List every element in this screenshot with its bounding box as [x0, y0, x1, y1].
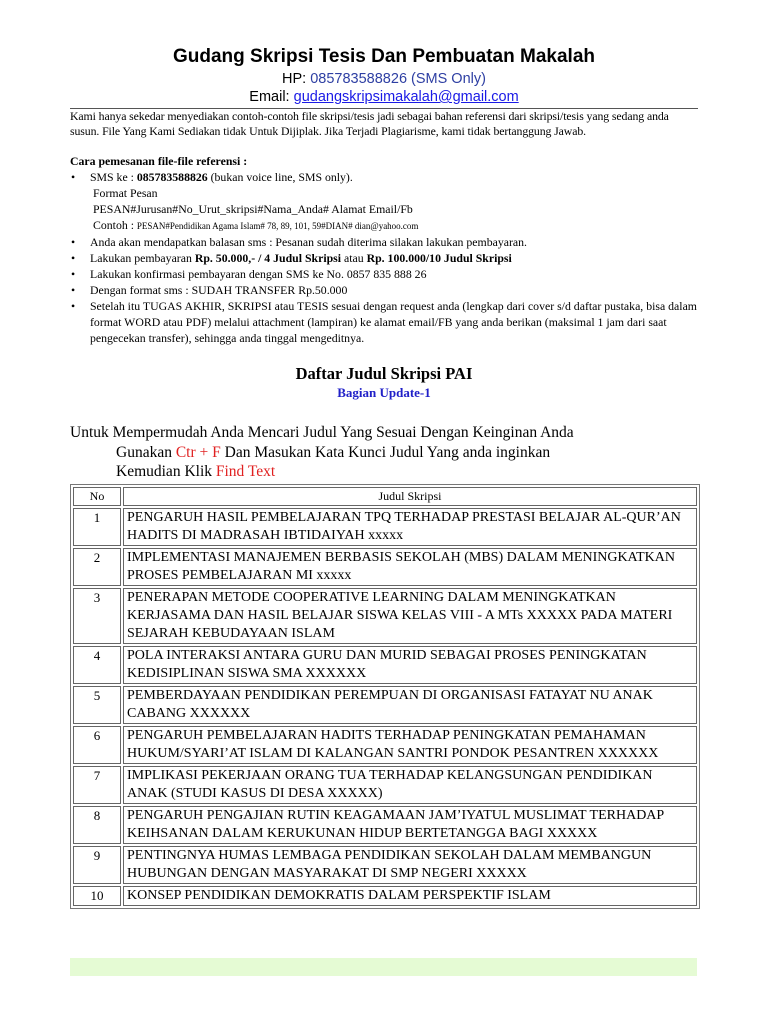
row-title: POLA INTERAKSI ANTARA GURU DAN MURID SEBAGAI PROSES PENINGKATAN KEDISIPLINAN SISWA SMA XXXXXX	[123, 646, 697, 684]
list-title: Daftar Judul Skripsi PAI	[295, 364, 473, 383]
thesis-table	[70, 484, 700, 909]
format-label: Format Pesan	[93, 186, 158, 200]
step-format: Dengan format sms : SUDAH TRANSFER Rp.50.000	[90, 283, 348, 297]
bullet-icon: •	[71, 299, 76, 313]
table-row	[73, 646, 697, 684]
search-text: Gunakan	[116, 443, 176, 461]
row-title: IMPLIKASI PEKERJAAN ORANG TUA TERHADAP KELANGSUNGAN PENDIDIKAN ANAK (STUDI KASUS DI DESA XXXXX)	[123, 766, 697, 804]
footer-bar	[70, 958, 697, 976]
table-row	[73, 548, 697, 586]
pay-or: atau	[341, 251, 367, 265]
bullet-icon: •	[71, 170, 76, 184]
table-row	[73, 806, 697, 844]
sms-suffix: (bukan voice line, SMS only).	[207, 170, 353, 184]
row-title: PENGARUH PENGAJIAN RUTIN KEAGAMAAN JAM’IYATUL MUSLIMAT TERHADAP KEIHSANAN DALAM KERUKUNAN HIDUP BERTETANGGA BAGI XXXXX	[123, 806, 697, 844]
list-item	[70, 234, 702, 250]
row-number: 4	[73, 646, 121, 684]
table-row	[73, 508, 697, 546]
bullet-icon: •	[71, 235, 76, 249]
row-number: 6	[73, 726, 121, 764]
col-no-header: No	[73, 487, 121, 506]
find-text-highlight: Find Text	[215, 463, 276, 480]
search-text: Kemudian Klik	[116, 463, 216, 480]
search-text: Dan Masukan Kata Kunci Judul Yang anda inginkan	[220, 443, 551, 461]
list-item	[70, 298, 702, 346]
row-number: 10	[73, 886, 121, 906]
phone-label: HP:	[282, 71, 311, 87]
bullet-icon: •	[71, 267, 76, 281]
bullet-icon: •	[71, 283, 76, 297]
step-confirm: Lakukan konfirmasi pembayaran dengan SMS ke No. 0857 835 888 26	[90, 267, 427, 281]
pay-prefix: Lakukan pembayaran	[90, 251, 195, 265]
search-line-2	[70, 443, 710, 463]
contact-email	[0, 89, 768, 105]
table-body	[73, 508, 697, 906]
list-item	[70, 266, 702, 282]
format-value: PESAN#Jurusan#No_Urut_skripsi#Nama_Anda# Alamat Email/Fb	[93, 202, 413, 216]
search-line-3	[70, 462, 710, 482]
row-title: PEMBERDAYAAN PENDIDIKAN PEREMPUAN DI ORGANISASI FATAYAT NU ANAK CABANG XXXXXX	[123, 686, 697, 724]
row-title: KONSEP PENDIDIKAN DEMOKRATIS DALAM PERSPEKTIF ISLAM	[123, 886, 697, 906]
row-number: 9	[73, 846, 121, 884]
step-reply: Anda akan mendapatkan balasan sms : Pesanan sudah diterima silakan lakukan pembayaran.	[90, 235, 527, 249]
list-item	[70, 250, 702, 266]
table-row	[73, 846, 697, 884]
row-number: 1	[73, 508, 121, 546]
row-title: PENERAPAN METODE COOPERATIVE LEARNING DALAM MENINGKATKAN KERJASAMA DAN HASIL BELAJAR SISWA KELAS VIII - A MTs XXXXX PADA MATERI SEJARAH KEBUDAYAAN ISLAM	[123, 588, 697, 644]
example-line	[90, 217, 702, 234]
table-row	[73, 766, 697, 804]
table-header-row	[73, 487, 697, 506]
table-row	[73, 686, 697, 724]
row-title: PENTINGNYA HUMAS LEMBAGA PENDIDIKAN SEKOLAH DALAM MEMBANGUN HUBUNGAN DENGAN MASYARAKAT DI SMP NEGERI XXXXX	[123, 846, 697, 884]
price-10-titles: Rp. 100.000/10 Judul Skripsi	[366, 251, 512, 265]
contact-phone	[0, 71, 768, 87]
price-4-titles: Rp. 50.000,- / 4 Judul Skripsi	[194, 251, 342, 265]
order-heading: Cara pemesanan file-file referensi :	[70, 154, 248, 168]
intro-paragraph: Kami hanya sekedar menyediakan contoh-contoh file skripsi/tesis jadi sebagai bahan referensi dari skripsi/tesis yang sedang anda susun. File Yang Kami Sediakan tidak Untuk Dijiplak. Jika Terjadi Plagiarisme, kami tidak bertanggung Jawab.	[70, 109, 669, 138]
sms-prefix: SMS ke :	[90, 170, 137, 184]
order-steps	[70, 169, 702, 346]
col-title-header: Judul Skripsi	[123, 487, 697, 506]
table-row	[73, 886, 697, 906]
step-delivery: Setelah itu TUGAS AKHIR, SKRIPSI atau TESIS sesuai dengan request anda (lengkap dari cover s/d daftar pustaka, bisa dalam format WORD atau PDF) melalui attachment (lampiran) ke alamat email/FB yang anda berikan (maksimal 1 jam dari saat pengecekan transfer), sehingga anda tinggal mengeditnya.	[90, 299, 697, 345]
row-title: IMPLEMENTASI MANAJEMEN BERBASIS SEKOLAH (MBS) DALAM MENINGKATKAN PROSES PEMBELAJARAN MI xxxxx	[123, 548, 697, 586]
email-label: Email:	[249, 89, 294, 105]
row-title: PENGARUH HASIL PEMBELAJARAN TPQ TERHADAP PRESTASI BELAJAR AL-QUR’AN HADITS DI MADRASAH IBTIDAIYAH xxxxx	[123, 508, 697, 546]
row-number: 3	[73, 588, 121, 644]
bullet-icon: •	[71, 251, 76, 265]
search-line-1: Untuk Mempermudah Anda Mencari Judul Yang Sesuai Dengan Keinginan Anda	[70, 424, 574, 441]
example-label: Contoh :	[93, 218, 137, 232]
row-title: PENGARUH PEMBELAJARAN HADITS TERHADAP PENINGKATAN PEMAHAMAN HUKUM/SYARI’AT ISLAM DI KALANGAN SANTRI PONDOK PESANTREN XXXXXX	[123, 726, 697, 764]
shortcut-highlight: Ctr + F	[175, 443, 221, 461]
example-value: PESAN#Pendidikan Agama Islam# 78, 89, 101, 59#DIAN# dian@yahoo.com	[136, 221, 419, 231]
row-number: 2	[73, 548, 121, 586]
table-row	[73, 726, 697, 764]
search-instructions	[70, 423, 710, 482]
list-item	[70, 169, 702, 234]
row-number: 5	[73, 686, 121, 724]
list-item	[70, 282, 702, 298]
email-link[interactable]: gudangskripsimakalah@gmail.com	[293, 89, 519, 105]
phone-number: 085783588826 (SMS Only)	[310, 71, 486, 87]
table-row	[73, 588, 697, 644]
row-number: 8	[73, 806, 121, 844]
row-number: 7	[73, 766, 121, 804]
sms-number: 085783588826	[136, 170, 208, 184]
page-title: Gudang Skripsi Tesis Dan Pembuatan Makalah	[173, 46, 595, 67]
list-subtitle: Bagian Update-1	[337, 385, 431, 400]
